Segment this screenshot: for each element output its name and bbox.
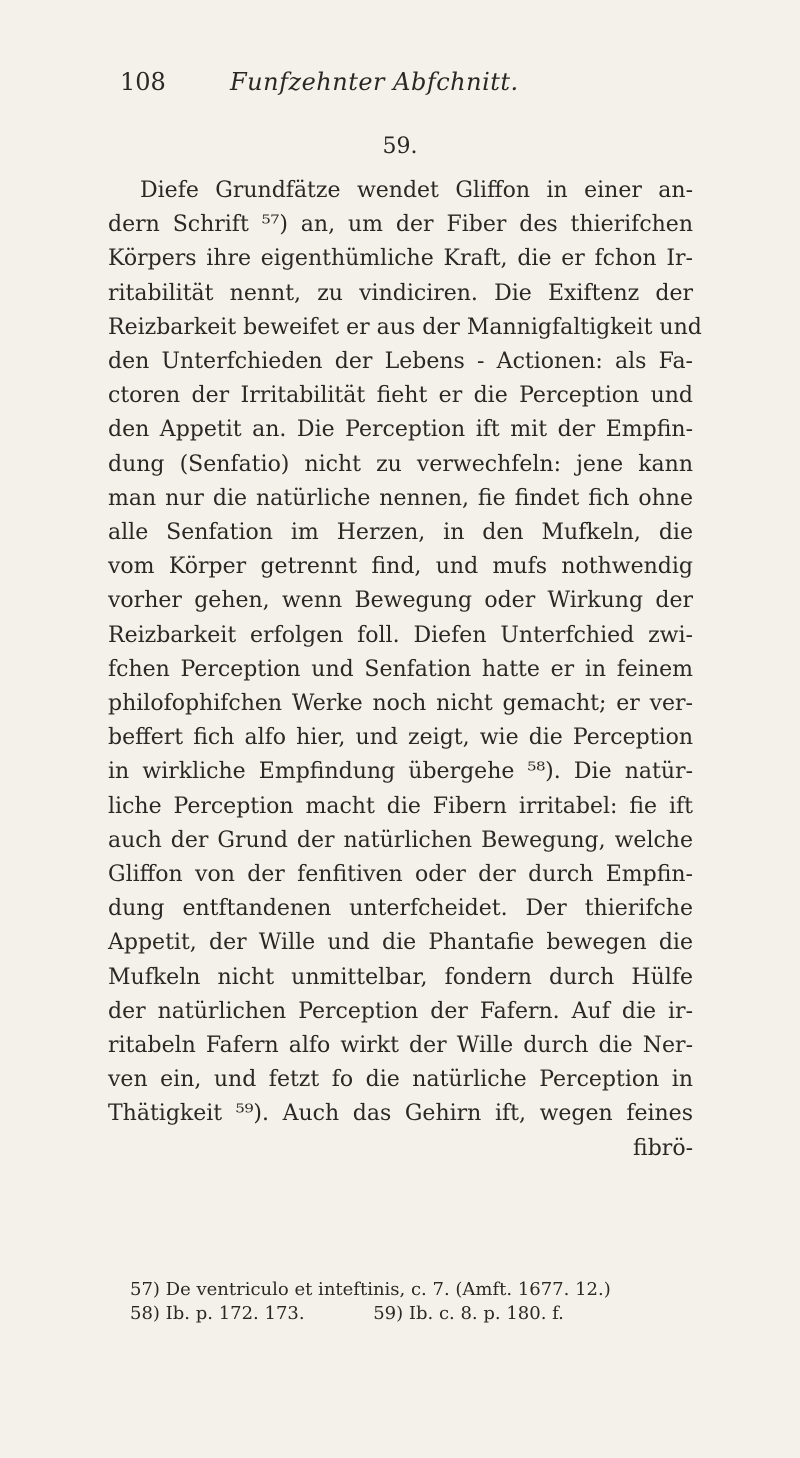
text-line: Gliffon von der fenfitiven oder der durch Empfin-	[108, 862, 693, 888]
text-line: vom Körper getrennt find, und mufs nothwendig	[108, 554, 693, 580]
text-line: man nur die natürliche nennen, fie findet fich ohne	[108, 485, 693, 511]
footnote: 57) De ventriculo et inteftinis, c. 7. (Amft. 1677. 12.)	[130, 1279, 611, 1300]
text-line: auch der Grund der natürlichen Bewegung, welche	[108, 827, 693, 853]
page-header	[120, 68, 680, 108]
text-line: philofophifchen Werke noch nicht gemacht; er ver-	[108, 691, 693, 717]
text-line: ctoren der Irritabilität fieht er die Perception und	[108, 383, 693, 409]
text-line: Thätigkeit ⁵⁹). Auch das Gehirn ift, wegen feines	[108, 1101, 693, 1127]
text-line: fchen Perception und Senfation hatte er in feinem	[108, 656, 693, 682]
text-line: dung (Senfatio) nicht zu verwechfeln: jene kann	[108, 451, 693, 477]
text-line: vorher gehen, wenn Bewegung oder Wirkung der	[108, 588, 693, 614]
text-line: den Appetit an. Die Perception ift mit der Empfin-	[108, 417, 693, 443]
text-line: liche Perception macht die Fibern irritabel: fie ift	[108, 793, 693, 819]
running-head: Funfzehnter Abfchnitt.	[230, 68, 519, 96]
body-text	[108, 174, 702, 1166]
text-line: Reizbarkeit erfolgen foll. Diefen Unterfchied zwi-	[108, 622, 693, 648]
footnotes	[130, 1278, 700, 1326]
text-line: der natürlichen Perception der Fafern. Auf die ir-	[108, 998, 693, 1024]
text-line: ritabeln Fafern alfo wirkt der Wille durch die Ner-	[108, 1033, 693, 1059]
text-line: in wirkliche Empfindung übergehe ⁵⁸). Die natür-	[108, 759, 693, 785]
text-line: Appetit, der Wille und die Phantafie bewegen die	[108, 930, 693, 956]
text-line: dung entftandenen unterfcheidet. Der thierifche	[108, 896, 693, 922]
text-line: ritabilität nennt, zu vindiciren. Die Exiftenz der	[108, 280, 693, 306]
text-line: den Unterfchieden der Lebens - Actionen: als Fa-	[108, 349, 693, 375]
text-line: Mufkeln nicht unmittelbar, fondern durch Hülfe	[108, 964, 693, 990]
text-line: dern Schrift ⁵⁷) an, um der Fiber des thierifchen	[108, 212, 693, 238]
text-line: ven ein, und fetzt fo die natürliche Perception in	[108, 1067, 693, 1093]
section-number: 59.	[382, 134, 418, 159]
footnote: 58) Ib. p. 172. 173. 59) Ib. c. 8. p. 180. f.	[130, 1303, 564, 1324]
catchword: fibrö-	[633, 1135, 693, 1161]
text-line: Reizbarkeit beweifet er aus der Mannigfaltigkeit und	[108, 314, 702, 340]
text-line: Diefe Grundfätze wendet Gliffon in einer an-	[140, 178, 693, 203]
page-number: 108	[120, 68, 166, 96]
text-line: alle Senfation im Herzen, in den Mufkeln, die	[108, 520, 693, 546]
text-line: beffert fich alfo hier, und zeigt, wie die Perception	[108, 725, 693, 751]
text-line: Körpers ihre eigenthümliche Kraft, die er fchon Ir-	[108, 246, 693, 272]
